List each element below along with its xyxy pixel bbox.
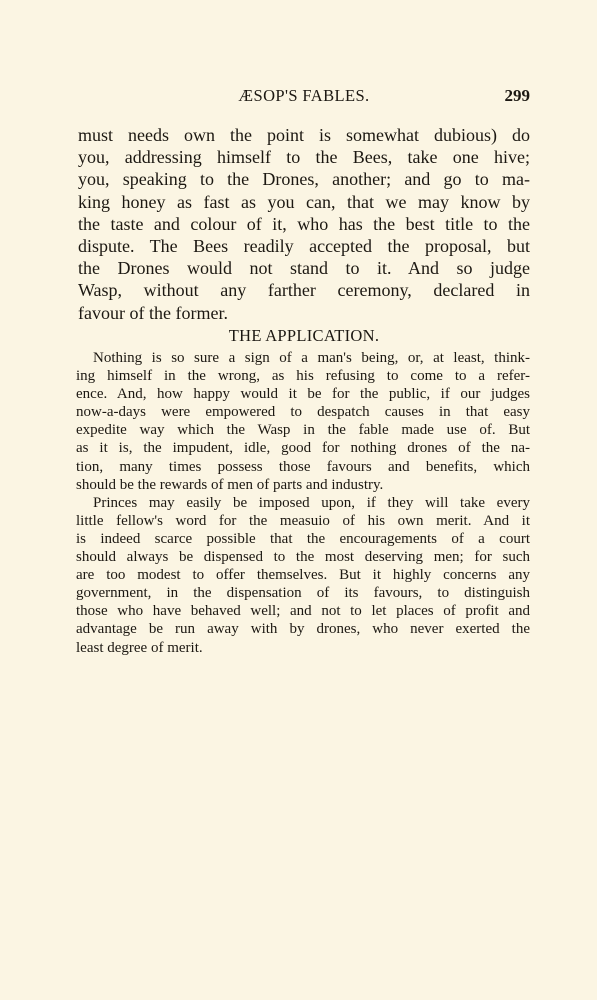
application-line: tion, many times possess those favours and benefits, which xyxy=(76,458,530,475)
application-line: now-a-days were empowered to despatch causes in that easy xyxy=(76,404,530,421)
application-line: advantage be run away with by drones, who never exerted the xyxy=(76,621,530,638)
application-line: those who have behaved well; and not to let places of profit and xyxy=(76,603,530,620)
fable-line: the taste and colour of it, who has the best title to the xyxy=(78,213,530,234)
fable-line: you, speaking to the Drones, another; and go to ma- xyxy=(78,169,530,190)
application-line: are too modest to offer themselves. But it highly concerns any xyxy=(76,567,530,584)
application-line: Nothing is so sure a sign of a man's being, or, at least, think- xyxy=(93,350,530,366)
running-head xyxy=(78,86,530,110)
application-line: ence. And, how happy would it be for the public, if our judges xyxy=(76,386,530,403)
fable-line: must needs own the point is somewhat dubious) do xyxy=(78,125,530,145)
application-line: expedite way which the Wasp in the fable made use of. But xyxy=(76,422,530,439)
application-line: ing himself in the wrong, as his refusing to come to a refer- xyxy=(76,368,530,385)
fable-line: the Drones would not stand to it. And so judge xyxy=(78,258,530,279)
application-line: Princes may easily be imposed upon, if they will take every xyxy=(93,494,530,511)
application-line: government, in the dispensation of its favours, to distinguish xyxy=(76,585,530,602)
fable-line: Wasp, without any farther ceremony, declared in xyxy=(78,280,530,301)
application-line: little fellow's word for the measuio of his own merit. And it xyxy=(76,512,530,529)
application-line: as it is, the impudent, idle, good for nothing drones of the na- xyxy=(76,440,530,457)
application-line: least degree of merit. xyxy=(76,639,203,656)
application-line: should be the rewards of men of parts and industry. xyxy=(76,476,384,493)
fable-line: dispute. The Bees readily accepted the proposal, but xyxy=(78,236,530,257)
application-heading: THE APPLICATION. xyxy=(228,326,380,345)
fable-line: king honey as fast as you can, that we may know by xyxy=(78,191,530,212)
fable-line: you, addressing himself to the Bees, take one hive; xyxy=(78,147,530,168)
application-line: is indeed scarce possible that the encouragements of a court xyxy=(76,530,530,547)
application-text xyxy=(76,349,530,657)
fable-text xyxy=(78,124,530,324)
fable-line: favour of the former. xyxy=(78,302,228,323)
application-line: should always be dispensed to the most deserving men; for such xyxy=(76,549,530,566)
running-title: ÆSOP'S FABLES. xyxy=(238,86,370,105)
page-number: 299 xyxy=(504,86,530,105)
